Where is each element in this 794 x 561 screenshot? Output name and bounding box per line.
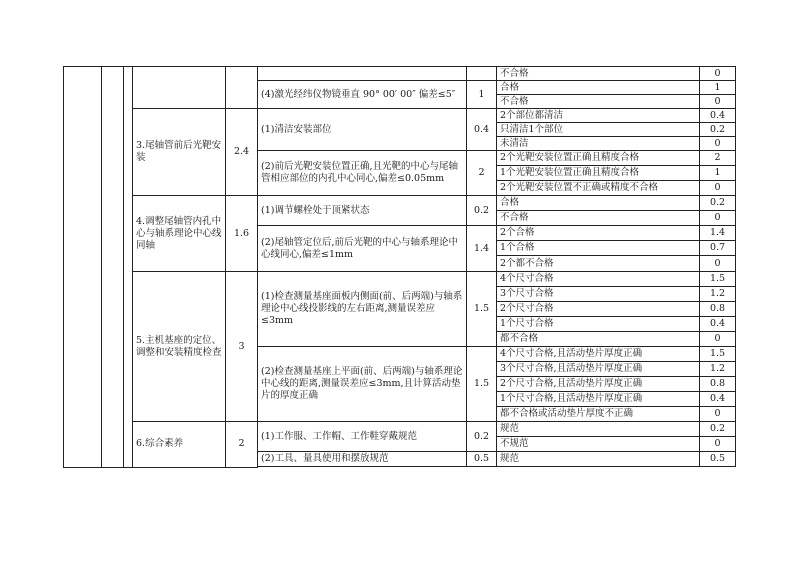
standard-text: 合格 [497, 81, 700, 95]
outer-column-2 [102, 67, 124, 468]
standard-text: 2个合格 [497, 226, 700, 241]
filler-cell [258, 467, 467, 468]
standard-text: 规范 [497, 452, 700, 467]
task-name: 3.尾轴管前后光靶安装 [133, 109, 226, 196]
standard-text: 都不合格或活动垫片厚度不正确 [497, 407, 700, 422]
standard-text: 未清洁 [497, 137, 700, 151]
standard-score: 0 [700, 95, 736, 109]
standard-score: 0.4 [700, 317, 736, 332]
standard-score: 1.4 [700, 226, 736, 241]
task-cell-continued [133, 67, 226, 109]
task-score-continued [226, 67, 258, 109]
item-score-continued [467, 67, 497, 81]
item-text: (4)激光经纬仪物镜垂直 90° 00′ 00″ 偏差≤5″ [258, 81, 467, 109]
filler-cell [700, 467, 736, 468]
standard-text: 1个合格 [497, 241, 700, 256]
item-score: 2 [467, 151, 497, 196]
task-score: 3 [226, 272, 258, 422]
standard-text: 规范 [497, 422, 700, 437]
item-score: 1.5 [467, 272, 497, 347]
standard-score: 0.2 [700, 422, 736, 437]
standard-score: 1.5 [700, 272, 736, 287]
item-score: 1.4 [467, 226, 497, 272]
item-score: 0.4 [467, 109, 497, 151]
standard-score: 0 [700, 256, 736, 272]
standard-text: 3个尺寸合格 [497, 287, 700, 302]
item-score: 0.2 [467, 196, 497, 226]
task-score: 2.4 [226, 109, 258, 196]
standard-text: 2个光靶安装位置不正确或精度不合格 [497, 181, 700, 196]
standard-text: 2个尺寸合格 [497, 302, 700, 317]
standard-text: 2个光靶安装位置正确且精度合格 [497, 151, 700, 166]
standard-score: 0 [700, 137, 736, 151]
standard-score: 0 [700, 437, 736, 452]
standard-text: 2个尺寸合格,且活动垫片厚度正确 [497, 377, 700, 392]
standard-text: 4个尺寸合格,且活动垫片厚度正确 [497, 347, 700, 362]
item-text: (1)检查测量基座面板内侧面(前、后两端)与轴系理论中心线投影线的左右距离,测量误差应≤3mm [258, 272, 467, 347]
standard-score: 1.2 [700, 362, 736, 377]
task-name: 5.主机基座的定位、调整和安装精度检查 [133, 272, 226, 422]
item-text: (2)尾轴管定位后,前后光靶的中心与轴系理论中心线同心,偏差≤1mm [258, 226, 467, 272]
filler-cell [467, 467, 497, 468]
scoring-table [63, 66, 736, 468]
standard-score: 1.5 [700, 347, 736, 362]
standard-score: 1.2 [700, 287, 736, 302]
item-text: (1)调节螺栓处于顶紧状态 [258, 196, 467, 226]
item-text: (2)工具、量具使用和摆放规范 [258, 452, 467, 467]
task-score: 2 [226, 422, 258, 468]
task-score: 1.6 [226, 196, 258, 272]
standard-text: 不合格 [497, 211, 700, 226]
standard-score: 0.4 [700, 392, 736, 407]
standard-score: 0 [700, 332, 736, 347]
standard-text: 2个都不合格 [497, 256, 700, 272]
task-name: 6.综合素养 [133, 422, 226, 468]
item-score: 0.5 [467, 452, 497, 467]
standard-score: 0 [700, 181, 736, 196]
standard-score: 0.2 [700, 123, 736, 137]
standard-score: 0 [700, 407, 736, 422]
standard-score: 0 [700, 67, 736, 81]
standard-score: 1 [700, 166, 736, 181]
standard-text: 1个光靶安装位置正确且精度合格 [497, 166, 700, 181]
standard-score: 1 [700, 81, 736, 95]
outer-column-1 [64, 67, 102, 468]
standard-text: 只清洁1个部位 [497, 123, 700, 137]
standard-text: 4个尺寸合格 [497, 272, 700, 287]
item-score: 1.5 [467, 347, 497, 422]
standard-text: 2个部位都清洁 [497, 109, 700, 123]
standard-text: 1个尺寸合格,且活动垫片厚度正确 [497, 392, 700, 407]
standard-score: 0.4 [700, 109, 736, 123]
table-row [64, 196, 736, 211]
item-text: (2)前后光靶安装位置正确,且光靶的中心与尾轴管相应部位的内孔中心同心,偏差≤0.05mm [258, 151, 467, 196]
table-row [64, 272, 736, 287]
standard-score: 0.5 [700, 452, 736, 467]
table-row [64, 422, 736, 437]
outer-column-3 [124, 67, 133, 468]
standard-score: 0.8 [700, 377, 736, 392]
standard-score: 0.2 [700, 196, 736, 211]
standard-text: 合格 [497, 196, 700, 211]
item-text: (1)工作服、工作帽、工作鞋穿戴规范 [258, 422, 467, 452]
standard-text: 不规范 [497, 437, 700, 452]
table-row [64, 67, 736, 81]
standard-text: 不合格 [497, 95, 700, 109]
standard-text: 都不合格 [497, 332, 700, 347]
standard-text: 3个尺寸合格,且活动垫片厚度正确 [497, 362, 700, 377]
table-row [64, 109, 736, 123]
item-score: 0.2 [467, 422, 497, 452]
standard-score: 0.8 [700, 302, 736, 317]
task-name: 4.调整尾轴管内孔中心与轴系理论中心线同轴 [133, 196, 226, 272]
standard-score: 2 [700, 151, 736, 166]
standard-text: 1个尺寸合格 [497, 317, 700, 332]
standard-text: 不合格 [497, 67, 700, 81]
item-cell-continued [258, 67, 467, 81]
item-text: (1)清洁安装部位 [258, 109, 467, 151]
filler-cell [497, 467, 700, 468]
item-score: 1 [467, 81, 497, 109]
standard-score: 0.7 [700, 241, 736, 256]
standard-score: 0 [700, 211, 736, 226]
item-text: (2)检查测量基座上平面(前、后两端)与轴系理论中心线的距离,测量误差应≤3mm,且计算活动垫片的厚度正确 [258, 347, 467, 422]
